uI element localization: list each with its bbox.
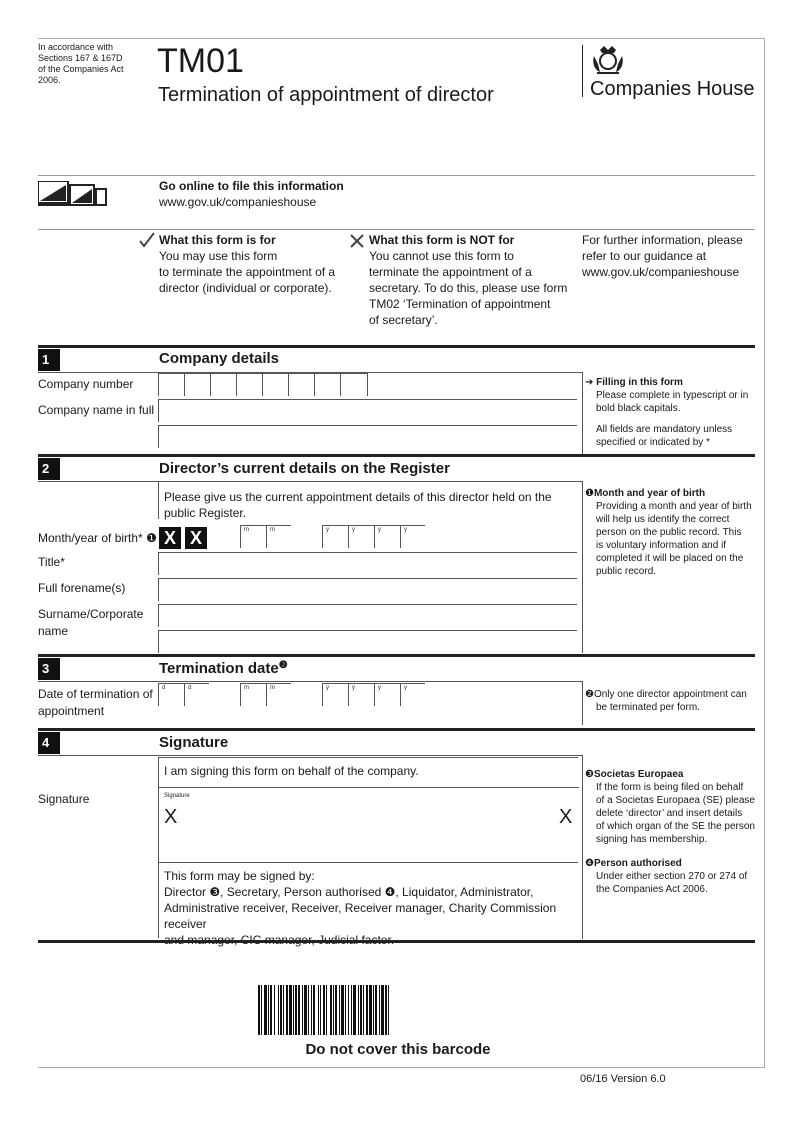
form-title: Termination of appointment of director <box>158 84 494 106</box>
dob-note: ❶Month and year of birth Providing a month and year of birth will help us identify the correct person on the public record. This is voluntary information and if completed it will be placed on the public record. <box>585 488 752 577</box>
section4-rule <box>38 728 755 731</box>
section1-notes-divider <box>582 372 583 454</box>
term-year-cell[interactable]: y <box>374 683 401 706</box>
company-name-field-line1[interactable] <box>158 399 577 422</box>
dob-month-cell[interactable]: m <box>266 525 291 548</box>
company-number-cell[interactable] <box>236 373 263 396</box>
arrow-icon: ➔ <box>585 377 597 388</box>
filling-note: ➔ Filling in this form Please complete in typescript or in bold black capitals. All fields are mandatory unless specified or indicated by * <box>585 377 749 448</box>
further-info: For further information, please refer to our guidance at www.gov.uk/companieshouse <box>582 233 743 279</box>
info-marker-4: ❹ <box>585 858 594 869</box>
company-name-field-line2[interactable] <box>158 425 577 448</box>
section2-title: Director’s current details on the Register <box>159 460 450 477</box>
termination-note: ❷Only one director appointment can be terminated per form. <box>585 689 747 713</box>
dob-month-cell[interactable]: m <box>240 525 267 548</box>
sign-here-right-icon: X <box>559 806 573 828</box>
termination-date-label: Date of termination of appointment <box>38 687 153 718</box>
section1-title: Company details <box>159 350 280 367</box>
company-number-cell[interactable] <box>314 373 341 396</box>
section4-number: 4 <box>38 732 60 754</box>
section3-title: Termination date$^❷$ <box>159 660 288 677</box>
computer-icon <box>38 181 108 207</box>
company-name-label: Company name in full <box>38 403 155 417</box>
title-field[interactable] <box>158 552 577 575</box>
tick-icon <box>138 232 156 253</box>
term-year-cell[interactable]: y <box>348 683 375 706</box>
term-month-cell[interactable]: m <box>240 683 267 706</box>
section2-rule <box>38 454 755 457</box>
dob-year-cell[interactable]: y <box>348 525 375 548</box>
section1-number: 1 <box>38 349 60 371</box>
form-for: What this form is for You may use this form to terminate the appointment of a director (individual or corporate). <box>159 233 336 295</box>
company-number-label: Company number <box>38 377 134 391</box>
section4-title-rule <box>38 755 582 756</box>
top-border <box>38 38 765 39</box>
dob-year-cell[interactable]: y <box>400 525 425 548</box>
royal-crest-icon <box>590 44 626 76</box>
term-day-cell[interactable]: d <box>158 683 185 706</box>
dob-label: Month/year of birth* ❶ <box>38 531 157 545</box>
barcode-caption: Do not cover this barcode <box>305 1041 491 1058</box>
logo-divider <box>582 45 583 97</box>
sign-here-left-icon: X <box>164 806 178 828</box>
info-marker-2: ❷ <box>585 689 594 700</box>
company-number-cell[interactable] <box>262 373 289 396</box>
title-label: Title* <box>38 555 65 569</box>
person-authorised-note: ❹Person authorised Under either section 270 or 274 of the Companies Act 2006. <box>585 858 748 895</box>
info-marker-2: ❷ <box>278 660 288 671</box>
signature-caption: Signature <box>164 793 190 799</box>
bottom-border <box>38 1067 765 1068</box>
online-heading: Go online to file this information <box>159 179 344 193</box>
right-border <box>764 38 765 1068</box>
surname-field-line2[interactable] <box>158 630 577 653</box>
signed-by-info: This form may be signed by: Director ❸, Secretary, Person authorised ❹, Liquidator, Administrator, Administrative receiver, Receiver, Receiver manager, Charity Commission receiver <box>158 862 578 938</box>
section2-number: 2 <box>38 458 60 480</box>
company-number-cell[interactable] <box>340 373 368 396</box>
section2-intro: Please give us the current appointment details of this director held on the public Register. <box>158 481 578 519</box>
signature-field[interactable] <box>158 787 579 863</box>
section1-rule <box>38 345 755 348</box>
surname-field-line1[interactable] <box>158 604 577 627</box>
section3-notes-divider <box>582 681 583 725</box>
company-number-cell[interactable] <box>184 373 211 396</box>
term-year-cell[interactable]: y <box>400 683 425 706</box>
section3-title-rule <box>38 681 582 682</box>
cross-icon <box>349 233 365 254</box>
section3-number: 3 <box>38 658 60 680</box>
company-number-cell[interactable] <box>288 373 315 396</box>
term-year-cell[interactable]: y <box>322 683 349 706</box>
dob-day-x: X <box>185 527 207 549</box>
online-top-rule <box>38 175 755 176</box>
section4-bottom-rule <box>38 940 755 943</box>
dob-day-x: X <box>159 527 181 549</box>
dob-year-cell[interactable]: y <box>322 525 349 548</box>
org-name: Companies House <box>590 78 755 100</box>
section2-notes-divider <box>582 481 583 653</box>
info-marker-3: ❸ <box>585 769 594 780</box>
section3-rule <box>38 654 755 657</box>
barcode <box>258 985 538 1035</box>
form-code: TM01 <box>157 42 244 80</box>
online-bottom-rule <box>38 229 755 230</box>
signing-statement: I am signing this form on behalf of the company. <box>158 757 578 787</box>
section4-title: Signature <box>159 734 229 751</box>
info-marker-1: ❶ <box>146 531 157 545</box>
section4-notes-divider <box>582 755 583 939</box>
forename-field[interactable] <box>158 578 577 601</box>
surname-label: Surname/Corporate name <box>38 607 144 638</box>
forename-label: Full forename(s) <box>38 581 126 595</box>
se-note: ❸Societas Europaea If the form is being filed on behalf of a Societas Europaea (SE) please delete ‘director’ and insert details of which organ of the SE the person signing has membership. <box>585 769 755 845</box>
company-number-cell[interactable] <box>210 373 237 396</box>
form-not-for: What this form is NOT for You cannot use this form to terminate the appointment of a secretary. To do this, please use form TM02 ‘Termination of appointment of secretary’. <box>369 233 568 327</box>
dob-year-cell[interactable]: y <box>374 525 401 548</box>
company-number-cell[interactable] <box>158 373 185 396</box>
info-marker-1: ❶ <box>585 488 594 499</box>
version-label: 06/16 Version 6.0 <box>580 1073 666 1085</box>
signature-label: Signature <box>38 792 90 806</box>
term-month-cell[interactable]: m <box>266 683 291 706</box>
online-url[interactable]: www.gov.uk/companieshouse <box>159 195 317 209</box>
legal-note: In accordance with Sections 167 & 167D of the Companies Act 2006. <box>38 42 124 85</box>
term-day-cell[interactable]: d <box>184 683 209 706</box>
